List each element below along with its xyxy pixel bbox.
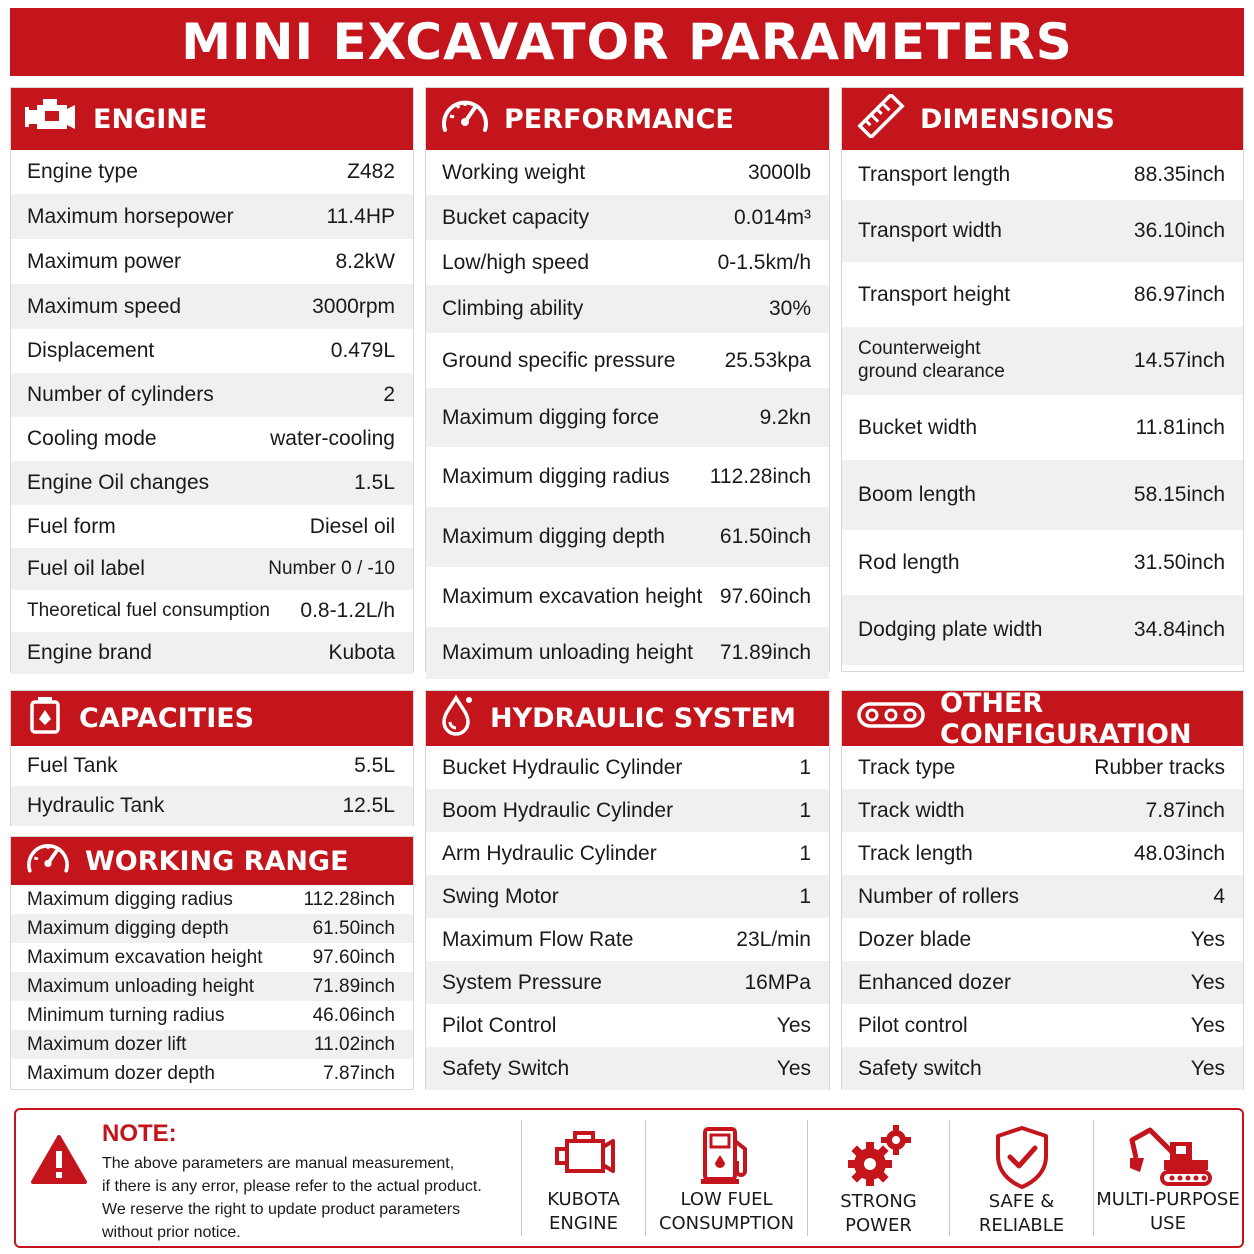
row-value: 34.84inch — [1133, 618, 1225, 641]
row-value: 71.89inch — [312, 975, 395, 997]
row-label: Arm Hydraulic Cylinder — [442, 841, 657, 865]
row-label: Bucket width — [858, 415, 978, 439]
oil-drop-icon — [440, 694, 476, 743]
row-value: Number 0 / -10 — [268, 558, 395, 579]
table-row — [11, 943, 413, 972]
row-value: 11.02inch — [314, 1033, 395, 1055]
row-label: Maximum speed — [27, 294, 182, 318]
row-value: 71.89inch — [719, 641, 811, 664]
table-row — [426, 447, 829, 507]
table-row — [426, 746, 829, 789]
table-row — [426, 388, 829, 447]
table-row — [11, 1059, 413, 1088]
row-label: Fuel oil label — [27, 557, 145, 580]
table-row — [842, 530, 1243, 595]
row-label: Engine Oil changes — [27, 471, 210, 494]
working-range-header — [11, 837, 413, 885]
note-line: The above parameters are manual measurement, — [102, 1155, 455, 1172]
note-box — [14, 1108, 1244, 1248]
row-label: Maximum Flow Rate — [442, 927, 634, 951]
feature-label: ENGINE — [549, 1213, 618, 1234]
table-row — [11, 505, 413, 548]
table-row — [11, 1030, 413, 1059]
other-configuration-panel — [841, 687, 1244, 1090]
note-text — [102, 1120, 482, 1246]
table-row — [842, 327, 1243, 395]
row-label: Theoretical fuel consumption — [27, 600, 270, 621]
row-label: Transport length — [858, 163, 1011, 186]
feature-label: RELIABLE — [978, 1215, 1065, 1236]
row-label: Bucket Hydraulic Cylinder — [442, 755, 683, 779]
dimensions-rows — [842, 150, 1243, 665]
table-row — [11, 150, 413, 194]
note-title: NOTE: — [102, 1120, 177, 1147]
feature-label: STRONG — [840, 1191, 917, 1212]
row-value: 46.06inch — [312, 1004, 395, 1026]
row-value: 12.5L — [342, 794, 395, 817]
table-row — [426, 195, 829, 240]
performance-rows — [426, 150, 829, 679]
table-row — [426, 789, 829, 832]
row-label: Dozer blade — [858, 927, 972, 951]
table-row — [11, 885, 413, 914]
table-row — [426, 961, 829, 1004]
table-row — [11, 746, 413, 786]
table-row — [842, 918, 1243, 961]
row-value: 4 — [1213, 884, 1225, 908]
table-row — [842, 200, 1243, 262]
table-row — [842, 595, 1243, 665]
hydraulic-rows — [426, 746, 829, 1090]
row-label: Maximum unloading height — [27, 975, 255, 997]
table-row — [842, 460, 1243, 530]
feature-safe-reliable — [949, 1120, 1093, 1236]
row-value: 5.5L — [354, 754, 395, 777]
table-row — [11, 1001, 413, 1030]
row-label: Maximum excavation height — [27, 946, 263, 968]
table-row — [842, 1004, 1243, 1047]
row-value: 14.57inch — [1133, 349, 1225, 372]
working-range-panel — [10, 836, 414, 1090]
feature-label: SAFE & — [988, 1191, 1055, 1212]
row-label: Maximum digging depth — [27, 917, 229, 939]
row-label: Enhanced dozer — [858, 970, 1011, 994]
fuel-pump-icon — [699, 1124, 755, 1188]
hydraulic-header-label: HYDRAULIC SYSTEM — [490, 703, 796, 734]
table-row — [11, 590, 413, 632]
row-value: 36.10inch — [1133, 219, 1225, 242]
table-row — [11, 972, 413, 1001]
table-row — [11, 461, 413, 505]
row-value: Kubota — [328, 641, 395, 664]
row-value: 7.87inch — [1145, 798, 1225, 822]
row-label: Track type — [858, 755, 956, 779]
row-value: 9.2kn — [759, 405, 811, 429]
row-value: 112.28inch — [709, 465, 811, 488]
row-label: Dodging plate width — [858, 618, 1043, 641]
row-label: Maximum dozer depth — [27, 1062, 215, 1084]
row-value: 25.53kpa — [724, 348, 811, 372]
row-value: Yes — [776, 1013, 811, 1037]
row-value: 0.479L — [330, 339, 395, 362]
table-row — [11, 373, 413, 417]
row-value: 88.35inch — [1133, 163, 1225, 186]
row-label: Swing Motor — [442, 884, 559, 908]
speedometer-icon — [440, 94, 490, 145]
feature-kubota-engine — [521, 1120, 645, 1236]
row-label: Climbing ability — [442, 297, 584, 320]
dimensions-header — [842, 88, 1243, 150]
table-row — [11, 284, 413, 329]
row-value: 58.15inch — [1133, 483, 1225, 506]
table-row — [11, 239, 413, 284]
table-row — [842, 789, 1243, 832]
feature-multi-purpose — [1093, 1120, 1242, 1236]
note-section — [16, 1110, 521, 1246]
row-label: Maximum excavation height — [442, 585, 703, 608]
row-value: 61.50inch — [719, 525, 811, 548]
other-configuration-header-label: OTHER CONFIGURATION — [940, 687, 1192, 750]
row-value: 0.014m³ — [733, 205, 811, 229]
row-value: 16MPa — [744, 970, 811, 994]
row-value: 7.87inch — [323, 1062, 395, 1084]
dimensions-panel — [841, 87, 1244, 672]
row-value: 97.60inch — [312, 946, 395, 968]
table-row — [426, 567, 829, 627]
row-value: Yes — [1190, 970, 1225, 994]
row-value: 48.03inch — [1133, 841, 1225, 865]
row-value: 31.50inch — [1133, 550, 1225, 574]
row-label: Maximum horsepower — [27, 204, 234, 228]
row-label: Maximum dozer lift — [27, 1033, 187, 1055]
engine-icon — [551, 1124, 617, 1188]
row-label: Cooling mode — [27, 427, 157, 450]
row-label: Number of rollers — [858, 884, 1020, 908]
gauge-icon — [25, 838, 71, 885]
row-label: Low/high speed — [442, 250, 590, 274]
table-row — [842, 875, 1243, 918]
row-label: Pilot Control — [442, 1013, 557, 1037]
row-value: water-cooling — [270, 427, 395, 450]
row-value: 1 — [799, 755, 811, 779]
feature-label: MULTI-PURPOSE — [1096, 1189, 1240, 1210]
row-value: 30% — [768, 297, 811, 320]
hydraulic-header — [426, 691, 829, 746]
track-icon — [856, 700, 926, 737]
row-value: 0-1.5km/h — [717, 250, 811, 274]
excavator-icon — [1122, 1124, 1214, 1188]
row-value: 1 — [799, 798, 811, 822]
row-value: 8.2kW — [335, 249, 395, 273]
row-label: System Pressure — [442, 970, 602, 994]
row-value: 86.97inch — [1133, 282, 1225, 306]
table-row — [426, 1047, 829, 1090]
table-row — [842, 746, 1243, 789]
row-label: Fuel Tank — [27, 754, 118, 777]
working-range-header-label: WORKING RANGE — [85, 845, 349, 877]
row-value: 1.5L — [354, 471, 395, 494]
table-row — [426, 1004, 829, 1047]
row-label: Displacement — [27, 339, 155, 362]
hydraulic-panel — [425, 690, 830, 1090]
table-row — [842, 961, 1243, 1004]
engine-panel — [10, 87, 414, 672]
table-row — [842, 832, 1243, 875]
row-label: Safety Switch — [442, 1056, 570, 1080]
row-label: Safety switch — [858, 1056, 982, 1080]
other-configuration-rows — [842, 746, 1243, 1090]
shield-check-icon — [994, 1124, 1050, 1190]
row-label: Maximum power — [27, 249, 182, 273]
table-row — [842, 1047, 1243, 1090]
table-row — [11, 786, 413, 826]
row-label: Maximum unloading height — [442, 641, 693, 664]
row-value: 0.8-1.2L/h — [300, 599, 395, 622]
table-row — [426, 285, 829, 333]
page-title: MINI EXCAVATOR PARAMETERS — [10, 8, 1244, 76]
row-value: 3000lb — [747, 160, 811, 184]
gears-icon — [844, 1124, 914, 1190]
row-label: Maximum digging radius — [442, 465, 670, 488]
working-range-rows — [11, 885, 413, 1088]
engine-header-label: ENGINE — [93, 103, 208, 135]
row-label: Boom Hydraulic Cylinder — [442, 798, 674, 822]
table-row — [11, 632, 413, 674]
row-value: 11.81inch — [1135, 415, 1225, 439]
performance-panel — [425, 87, 830, 672]
table-row — [11, 194, 413, 239]
feature-label: POWER — [845, 1215, 912, 1236]
table-row — [426, 875, 829, 918]
row-value: 23L/min — [736, 927, 811, 951]
row-label: Boom length — [858, 483, 976, 506]
row-value: Yes — [1190, 1056, 1225, 1080]
row-value: 61.50inch — [312, 917, 395, 939]
row-value: Yes — [1190, 1013, 1225, 1037]
row-value: Diesel oil — [309, 514, 395, 538]
capacities-rows — [11, 746, 413, 826]
row-label: Working weight — [442, 160, 586, 184]
row-value: 1 — [799, 884, 811, 908]
table-row — [426, 150, 829, 195]
table-row — [842, 395, 1243, 460]
row-label: Transport height — [858, 282, 1011, 306]
feature-low-fuel — [645, 1120, 807, 1236]
table-row — [842, 150, 1243, 200]
feature-label: LOW FUEL — [680, 1189, 773, 1210]
note-line: We reserve the right to update product parameters — [102, 1201, 461, 1218]
row-label: Transport width — [858, 219, 1002, 242]
row-label: Engine type — [27, 160, 138, 183]
row-value: Yes — [776, 1056, 811, 1080]
row-label: Maximum digging force — [442, 405, 660, 429]
engine-icon — [25, 97, 79, 142]
row-value: Yes — [1190, 927, 1225, 951]
capacities-header-label: CAPACITIES — [79, 703, 255, 734]
row-value: 11.4HP — [326, 204, 395, 228]
row-value: Z482 — [347, 160, 395, 183]
feature-label: USE — [1150, 1213, 1186, 1234]
table-row — [426, 832, 829, 875]
row-label: Hydraulic Tank — [27, 794, 165, 817]
row-label: Ground specific pressure — [442, 348, 676, 372]
engine-rows — [11, 150, 413, 674]
performance-header — [426, 88, 829, 150]
table-row — [11, 548, 413, 590]
row-label: Bucket capacity — [442, 205, 590, 229]
row-value: 97.60inch — [719, 585, 811, 608]
table-row — [426, 918, 829, 961]
row-value: 112.28inch — [303, 888, 395, 910]
capacities-header — [11, 691, 413, 746]
row-label: Pilot control — [858, 1013, 968, 1037]
row-value: 1 — [799, 841, 811, 865]
dimensions-header-label: DIMENSIONS — [920, 103, 1115, 135]
warning-icon — [30, 1134, 88, 1246]
feature-label: KUBOTA — [547, 1189, 620, 1210]
row-value: 3000rpm — [312, 294, 395, 318]
note-line: without prior notice. — [102, 1224, 241, 1241]
fuel-can-icon — [25, 695, 65, 742]
table-row — [842, 262, 1243, 327]
table-row — [11, 329, 413, 373]
row-label: Engine brand — [27, 641, 152, 664]
row-value: Rubber tracks — [1094, 755, 1225, 779]
row-label: Track width — [858, 798, 965, 822]
feature-label: CONSUMPTION — [658, 1213, 795, 1234]
row-value: 2 — [383, 383, 395, 406]
row-label: Fuel form — [27, 514, 116, 538]
row-label: Number of cylinders — [27, 383, 214, 406]
table-row — [11, 417, 413, 461]
other-configuration-header — [842, 687, 1243, 750]
row-label: Minimum turning radius — [27, 1004, 225, 1026]
engine-header — [11, 88, 413, 150]
table-row — [11, 914, 413, 943]
feature-strong-power — [807, 1120, 949, 1236]
row-label: Rod length — [858, 550, 960, 574]
capacities-panel — [10, 690, 414, 826]
row-label: Counterweight ground clearance — [858, 338, 1005, 382]
table-row — [426, 240, 829, 285]
ruler-icon — [856, 94, 906, 145]
performance-header-label: PERFORMANCE — [504, 103, 734, 135]
row-label: Maximum digging depth — [442, 525, 665, 548]
table-row — [426, 507, 829, 567]
row-label: Track length — [858, 841, 973, 865]
table-row — [426, 333, 829, 388]
row-label: Maximum digging radius — [27, 888, 233, 910]
note-line: if there is any error, please refer to the actual product. — [102, 1178, 482, 1195]
table-row — [426, 627, 829, 679]
